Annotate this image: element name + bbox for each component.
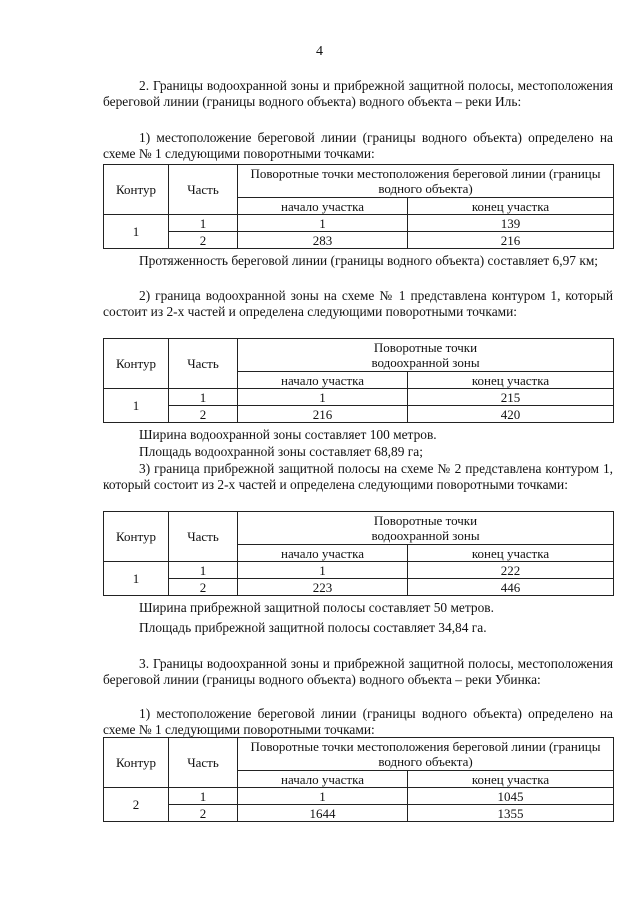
table-row [104,562,614,579]
cell-contour: 1 [104,215,169,249]
header-part: Часть [169,738,238,788]
header-points: Поворотные точки местоположения береговой линии (границы водного объекта) [238,738,614,771]
header-contour: Контур [104,165,169,215]
header-points: Поворотные точки местоположения береговой линии (границы водного объекта) [238,165,614,198]
page-number: 4 [316,44,323,59]
cell-start: 1 [238,788,408,805]
header-end: конец участка [408,545,614,562]
cell-start: 283 [238,232,408,249]
header-points: Поворотные точки водоохранной зоны [238,339,614,372]
section2-item1: 1) местоположение береговой линии (границы водного объекта) определено на схеме № 1 следующими поворотными точками: [103,130,613,161]
table-shoreline-il [103,164,614,249]
table-row [104,579,614,596]
cell-start: 1644 [238,805,408,822]
section2-item2: 2) граница водоохранной зоны на схеме № 1 представлена контуром 1, который состоит из 2-х частей и определена следующими поворотными точками: [103,288,613,319]
table-protective-strip-il [103,511,614,596]
cell-end: 215 [408,389,614,406]
table-row [104,215,614,232]
cell-start: 1 [238,562,408,579]
cell-end: 139 [408,215,614,232]
cell-end: 1045 [408,788,614,805]
header-contour: Контур [104,738,169,788]
zone-width: Ширина водоохранной зоны составляет 100 метров. [139,427,437,442]
section2-item3: 3) граница прибрежной защитной полосы на схеме № 2 представлена контуром 1, который состоит из 2-х частей и определена следующими поворотными точками: [103,461,613,492]
cell-end: 222 [408,562,614,579]
cell-part: 1 [169,562,238,579]
section2-heading: 2. Границы водоохранной зоны и прибрежной защитной полосы, местоположения береговой линии (границы водного объекта) водного объекта – реки Иль: [103,78,613,109]
cell-part: 1 [169,389,238,406]
header-part: Часть [169,165,238,215]
cell-part: 2 [169,406,238,423]
table-shoreline-ubinka [103,737,614,822]
header-start: начало участка [238,545,408,562]
strip-width: Ширина прибрежной защитной полосы составляет 50 метров. [139,600,494,615]
table-row [104,389,614,406]
header-end: конец участка [408,771,614,788]
cell-end: 420 [408,406,614,423]
header-end: конец участка [408,198,614,215]
header-start: начало участка [238,198,408,215]
header-start: начало участка [238,372,408,389]
cell-start: 1 [238,389,408,406]
header-contour: Контур [104,339,169,389]
cell-start: 1 [238,215,408,232]
zone-area: Площадь водоохранной зоны составляет 68,89 га; [139,444,423,459]
shoreline-length: Протяженность береговой линии (границы водного объекта) составляет 6,97 км; [139,253,599,268]
cell-part: 1 [169,788,238,805]
table-row [104,406,614,423]
header-points: Поворотные точки водоохранной зоны [238,512,614,545]
cell-end: 446 [408,579,614,596]
cell-part: 1 [169,215,238,232]
cell-part: 2 [169,579,238,596]
cell-end: 1355 [408,805,614,822]
cell-part: 2 [169,805,238,822]
strip-area: Площадь прибрежной защитной полосы составляет 34,84 га. [139,620,487,635]
cell-contour: 1 [104,389,169,423]
cell-end: 216 [408,232,614,249]
header-start: начало участка [238,771,408,788]
cell-start: 223 [238,579,408,596]
cell-contour: 2 [104,788,169,822]
table-row [104,788,614,805]
section3-item1: 1) местоположение береговой линии (границы водного объекта) определено на схеме № 1 следующими поворотными точками: [103,706,613,737]
section3-heading: 3. Границы водоохранной зоны и прибрежной защитной полосы, местоположения береговой линии (границы водного объекта) водного объекта – реки Убинка: [103,656,613,687]
header-end: конец участка [408,372,614,389]
header-part: Часть [169,512,238,562]
table-row [104,232,614,249]
table-water-zone-il [103,338,614,423]
cell-start: 216 [238,406,408,423]
table-row [104,805,614,822]
cell-contour: 1 [104,562,169,596]
header-contour: Контур [104,512,169,562]
cell-part: 2 [169,232,238,249]
header-part: Часть [169,339,238,389]
